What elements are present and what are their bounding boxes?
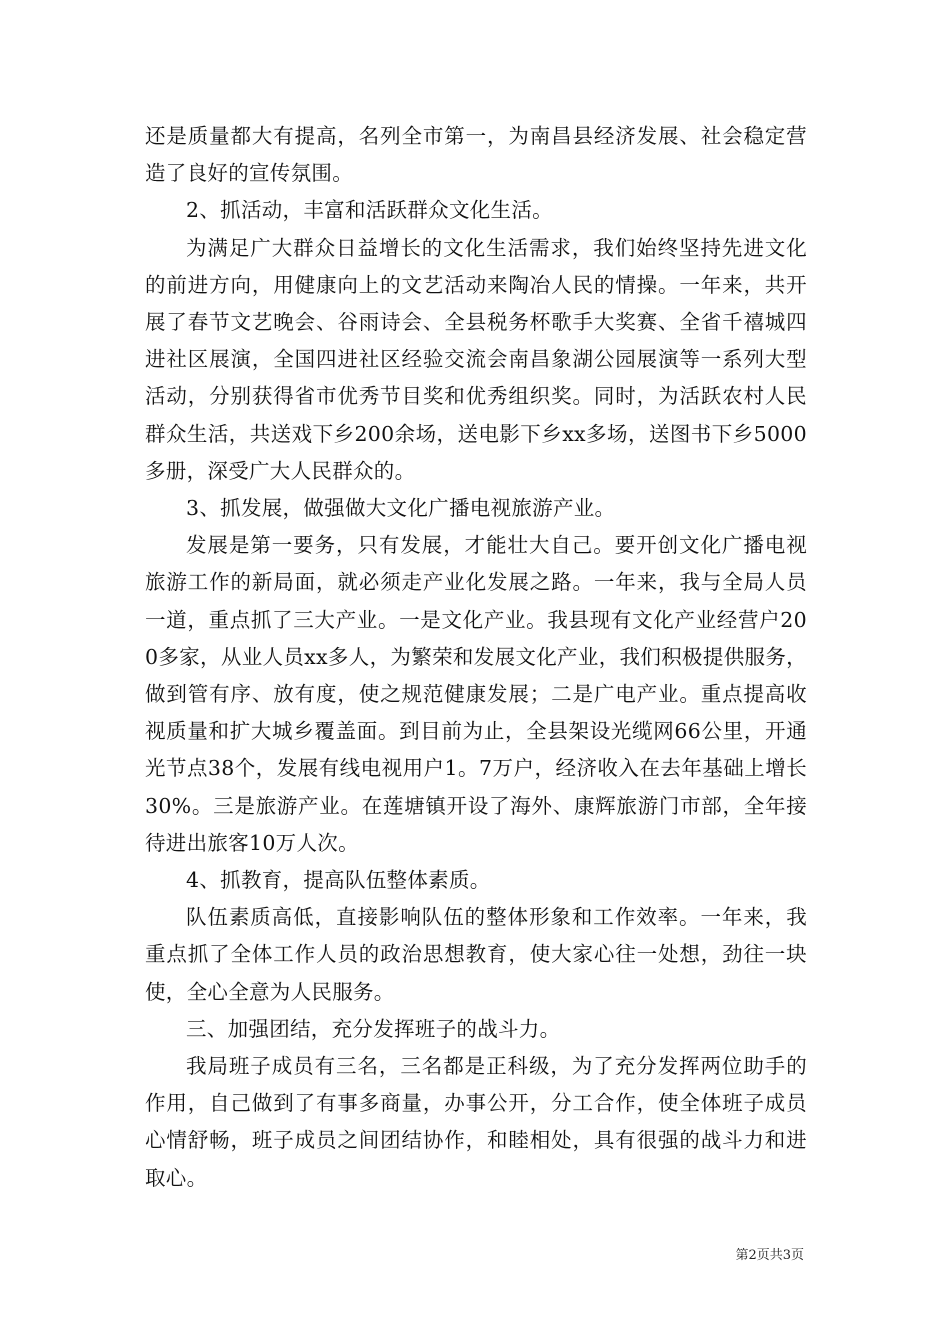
paragraph-7: 队伍素质高低，直接影响队伍的整体形象和工作效率。一年来，我重点抓了全体工作人员的政治思想教育，使大家心往一处想，劲往一块使，全心全意为人民服务。: [145, 905, 807, 1004]
paragraph-5: 发展是第一要务，只有发展，才能壮大自己。要开创文化广播电视旅游工作的新局面，就必须走产业化发展之路。一年来，我与全局人员一道，重点抓了三大产业。一是文化产业。我县现有文化产业经营户200多家，从业人员xx多人，为繁荣和发展文化产业，我们积极提供服务，做到管有序、放有度，使之规范健康发展；二是广电产业。重点提高收视质量和扩大城乡覆盖面。到目前为止，全县架设光缆网66公里，开通光节点38个，发展有线电视用户1。7万户，经济收入在去年基础上增长30%。三是旅游产业。在莲塘镇开设了海外、康辉旅游门市部，全年接待进出旅客10万人次。: [145, 533, 807, 855]
paragraph-1: 还是质量都大有提高，名列全市第一，为南昌县经济发展、社会稳定营造了良好的宣传氛围。: [145, 124, 807, 186]
paragraph-8-heading: 三、加强团结，充分发挥班子的战斗力。: [186, 1016, 561, 1041]
paragraph-9: 我局班子成员有三名，三名都是正科级，为了充分发挥两位助手的作用，自己做到了有事多商量，办事公开，分工合作，使全体班子成员心情舒畅，班子成员之间团结协作，和睦相处，具有很强的战斗力和进取心。: [145, 1054, 807, 1190]
paragraph-3: 为满足广大群众日益增长的文化生活需求，我们始终坚持先进文化的前进方向，用健康向上的文艺活动来陶冶人民的情操。一年来，共开展了春节文艺晚会、谷雨诗会、全县税务杯歌手大奖赛、全省千禧城四进社区展演，全国四进社区经验交流会南昌象湖公园展演等一系列大型活动，分别获得省市优秀节目奖和优秀组织奖。同时，为活跃农村人民群众生活，共送戏下乡200余场，送电影下乡xx多场，送图书下乡5000多册，深受广大人民群众的。: [145, 235, 807, 483]
paragraph-2-heading: 2、抓活动，丰富和活跃群众文化生活。: [186, 198, 553, 223]
paragraph-6-heading: 4、抓教育，提高队伍整体素质。: [186, 868, 491, 893]
page-number-footer: 第2页共3页: [735, 1248, 804, 1263]
body-text: [145, 118, 807, 1197]
paragraph-4-heading: 3、抓发展，做强做大文化广播电视旅游产业。: [186, 496, 616, 521]
